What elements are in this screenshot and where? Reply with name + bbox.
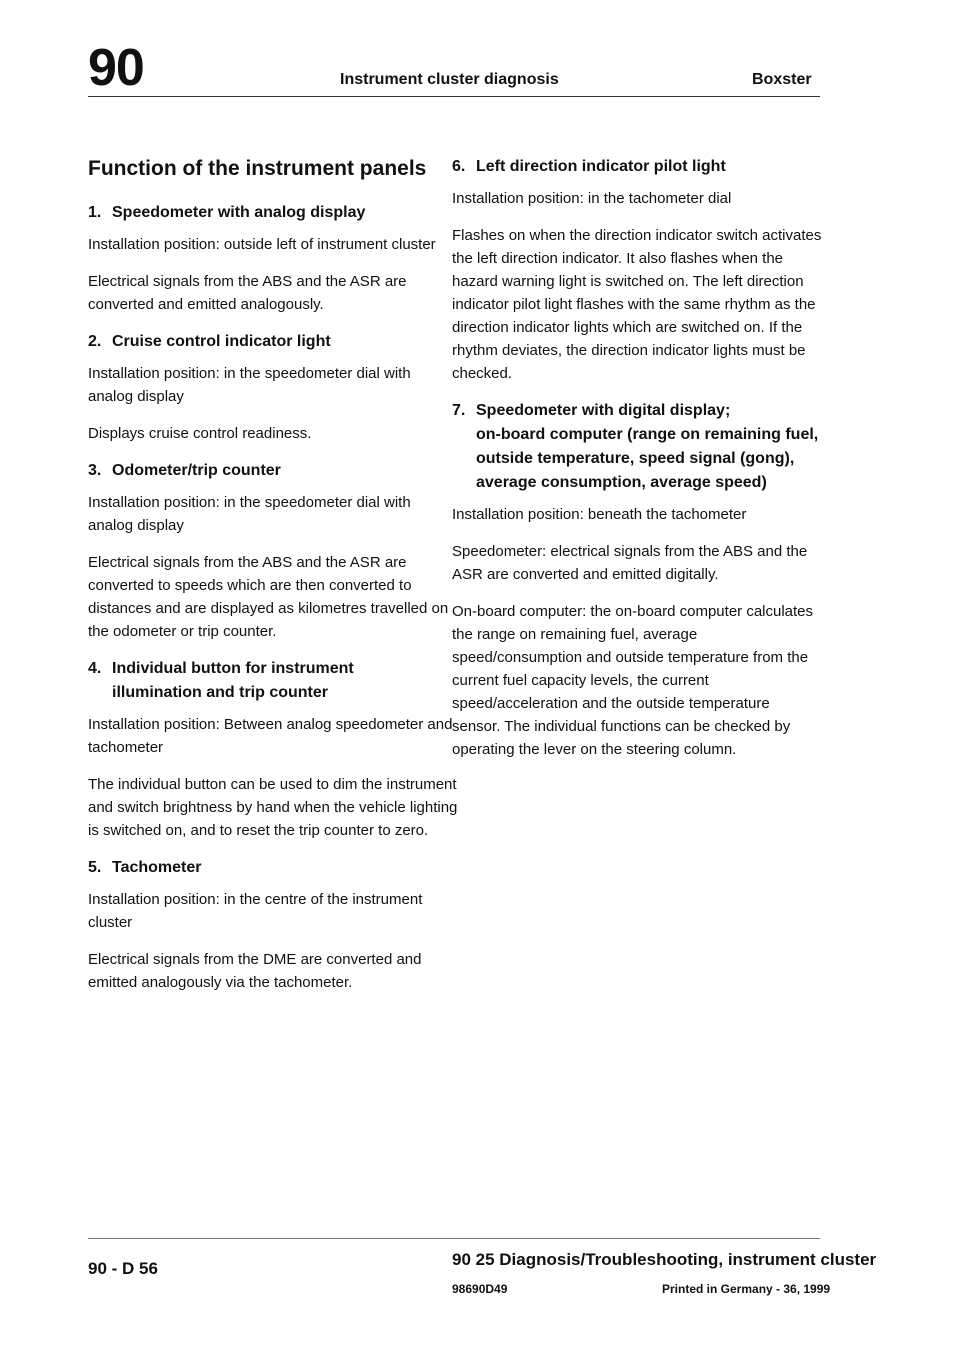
item-paragraph: Installation position: in the speedometer dial with analog display [88,494,411,534]
header-brand: Boxster [752,71,812,88]
item-heading [452,399,822,495]
item-paragraph: Electrical signals from the ABS and the ASR are converted to speeds which are then converted to distances and are displayed as kilometres travelled on the odometer or trip counter. [88,554,449,640]
item-heading-text: Speedometer with digital display; [476,402,731,419]
item-heading-text: Left direction indicator pilot light [476,158,726,175]
item-number: 2. [88,333,102,350]
item-block [88,330,458,445]
item-paragraph: The individual button can be used to dim the instrument and switch brightness by hand when the vehicle lighting is switched on, and to reset the trip counter to zero. [88,776,458,839]
item-paragraph: Installation position: in the tachometer dial [452,190,732,207]
item-block [88,657,458,842]
left-column [88,155,458,1008]
item-paragraph: Electrical signals from the DME are converted and emitted analogously via the tachometer. [88,951,422,991]
item-heading-text: Cruise control indicator light [112,333,331,350]
header-title: Instrument cluster diagnosis [340,71,559,88]
item-heading [88,459,458,483]
item-number: 5. [88,859,102,876]
item-number: 6. [452,158,466,175]
item-heading-continuation: on-board computer (range on remaining fuel, outside temperature, speed signal (gong), average consumption, average speed) [476,426,819,491]
item-number: 3. [88,462,102,479]
header-rule [88,96,820,97]
item-heading [88,657,458,705]
item-paragraph: Installation position: in the centre of the instrument cluster [88,891,423,931]
chapter-number: 90 [88,39,144,97]
item-number: 1. [88,204,102,221]
footer-title: 90 25 Diagnosis/Troubleshooting, instrument cluster [452,1250,877,1269]
item-heading [88,330,458,354]
item-paragraph: On-board computer: the on-board computer calculates the range on remaining fuel, average speed/consumption and outside temperature from the current fuel capacity levels, the current speed/acceleration and the outside temperature sensor. The individual functions can be checked by operating the lever on the steering column. [452,603,814,758]
item-block [88,201,458,316]
item-heading-text: Tachometer [112,859,202,876]
item-block [452,399,822,761]
item-number: 4. [88,660,102,677]
item-paragraph: Installation position: beneath the tachometer [452,506,747,523]
item-heading [88,201,458,225]
item-heading [452,155,822,179]
footer-rule [88,1238,820,1239]
item-paragraph: Electrical signals from the ABS and the ASR are converted and emitted analogously. [88,273,407,313]
item-paragraph: Installation position: Between analog speedometer and tachometer [88,716,453,756]
section-title: Function of the instrument panels [88,157,427,180]
right-items [452,155,822,761]
left-items [88,201,458,994]
item-block [452,155,822,385]
item-paragraph: Speedometer: electrical signals from the ABS and the ASR are converted and emitted digitally. [452,543,808,583]
page-number: 90 - D 56 [88,1259,158,1278]
item-paragraph: Flashes on when the direction indicator switch activates the left direction indicator. It also flashes when the hazard warning light is switched on. The left direction indicator pilot light flashes with the same rhythm as the direction indicator lights which are switched on. If the rhythm deviates, the direction indicator lights must be checked. [452,227,822,382]
document-code: 98690D49 [452,1282,508,1296]
item-number: 7. [452,402,466,419]
item-block [88,459,458,643]
item-heading-text: Odometer/trip counter [112,462,281,479]
item-block [88,856,458,994]
item-paragraph: Installation position: outside left of instrument cluster [88,236,436,253]
right-column [452,155,822,775]
item-heading-text: Individual button for instrument [112,660,354,677]
item-paragraph: Installation position: in the speedometer dial with analog display [88,365,411,405]
item-heading [88,856,458,880]
item-heading-text: Speedometer with analog display [112,204,366,221]
item-heading-continuation: illumination and trip counter [112,684,328,701]
printed-note: Printed in Germany - 36, 1999 [662,1282,831,1296]
item-paragraph: Displays cruise control readiness. [88,425,312,442]
